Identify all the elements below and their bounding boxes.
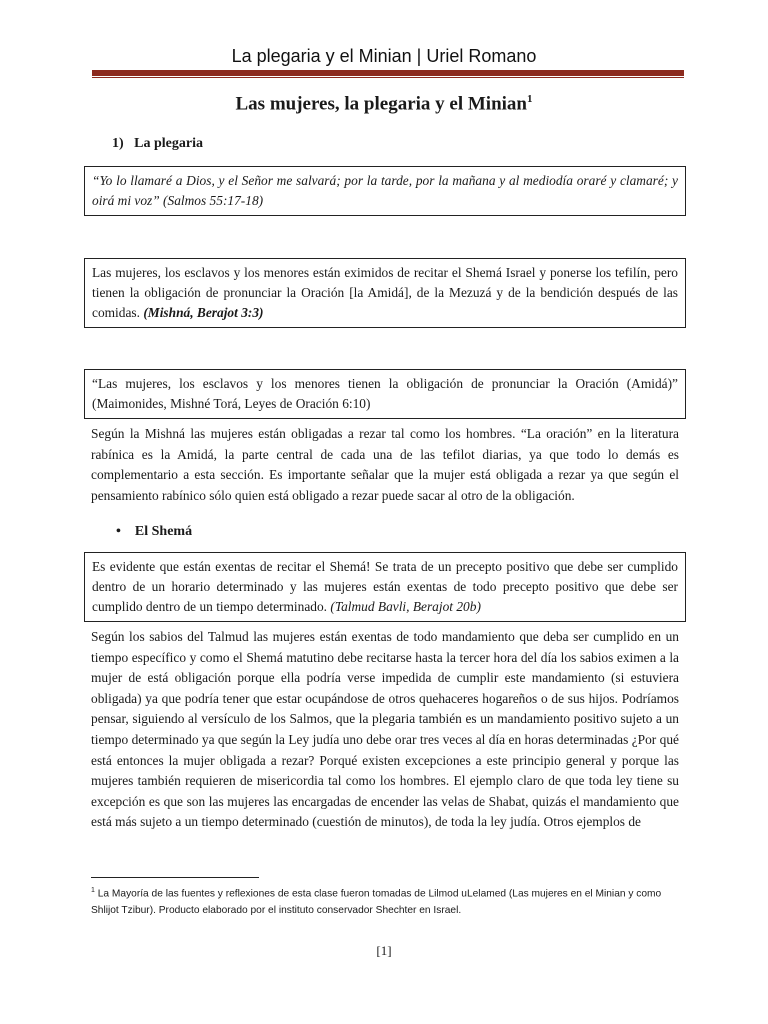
- title-text: Las mujeres, la plegaria y el Minian: [235, 93, 527, 115]
- paragraph-text: Según la Mishná las mujeres están obligadas a rezar tal como los hombres. “La oración” en la literatura rabínica es la Amidá, la parte central de cada una de las tefilot diarias, ya que todo lo demás es complementario a esta sección. Es importante señalar que la mujer está obligada a rezar ya que según el pensamiento rabínico sólo quien está obligado a rezar puede sacar al otro de la obligación.: [91, 426, 679, 503]
- section-heading-plegaria: [112, 136, 203, 152]
- quote-text: Es evidente que están exentas de recitar el Shemá! Se trata de un precepto positivo que debe ser cumplido dentro de un horario determinado y las mujeres están exentas de todo precepto positivo que debe ser cumplido dentro de un tiempo determinado.: [92, 559, 678, 614]
- header-rule: [92, 70, 684, 76]
- section-number: 1): [112, 136, 124, 151]
- footnote-text: La Mayoría de las fuentes y reflexiones de esta clase fueron tomadas de Lilmod uLelamed (Las mujeres en el Minian y como Shlijot Tzibur). Producto elaborado por el instituto conservador Shechter en Israel.: [91, 888, 662, 917]
- quote-source: (Mishná, Berajot 3:3): [143, 305, 264, 320]
- footnote-reference[interactable]: 1: [527, 93, 533, 105]
- paragraph-shema: [91, 627, 679, 833]
- quote-box-maimonides: [84, 369, 686, 419]
- page-number: [1]: [376, 943, 392, 958]
- section-label: La plegaria: [134, 136, 204, 151]
- quote-text: “Las mujeres, los esclavos y los menores tienen la obligación de pronunciar la Oración (Amidá)” (Maimonides, Mishné Torá, Leyes de Oración 6:10): [92, 376, 678, 411]
- document-title: [0, 93, 768, 115]
- section-label: El Shemá: [134, 524, 193, 539]
- quote-box-mishna: [84, 258, 686, 328]
- quote-text: Las mujeres, los esclavos y los menores están eximidos de recitar el Shemá Israel y ponerse los tefilín, pero tienen la obligación de pronunciar la Oración [la Amidá], de la Mezuzá y de la bendición después de las comidas.: [92, 265, 678, 320]
- footnote: [91, 882, 681, 919]
- quote-source: (Talmud Bavli, Berajot 20b): [330, 599, 481, 614]
- quote-box-talmud: [84, 552, 686, 622]
- quote-box-salmos: [84, 166, 686, 216]
- quote-text: “Yo lo llamaré a Dios, y el Señor me salvará; por la tarde, por la mañana y al mediodía oraré y clamaré; y oirá mi voz” (Salmos 55:17-18): [92, 173, 678, 208]
- footnote-marker: 1: [91, 887, 95, 894]
- paragraph-text: Según los sabios del Talmud las mujeres están exentas de todo mandamiento que deba ser cumplido en un tiempo específico y como el Shemá matutino debe recitarse hasta la tercer hora del día los sabios eximen a la mujer de está obligación porque ella podría verse impedida de cumplir este mandamiento (si estuviera obligada) ya que podría tener que estar ocupándose de otros quehaceres hogareños o de sus hijos. Podríamos pensar, siguiendo al versículo de los Salmos, que la plegaria también es un mandamiento positivo sujeto a un tiempo determinado ya que según la Ley judía uno debe orar tres veces al día en horas determinadas ¿Por qué está entonces la mujer obligada a rezar? Porqué existen excepciones a este principio general y porque las mujeres también requieren de misericordia tal como los hombres. El ejemplo claro de que toda ley tiene su excepción es que son las mujeres las encargadas de encender las velas de Shabat, quizás el mandamiento que está más sujeto a un tiempo determinado (cuestión de minutos), de toda la ley judía. Otros ejemplos de: [91, 629, 679, 830]
- header-rule-thin: [92, 77, 684, 78]
- running-header: La plegaria y el Minian | Uriel Romano: [231, 46, 537, 66]
- bullet-icon: •: [116, 524, 121, 539]
- footnote-separator: [91, 877, 259, 878]
- section-heading-shema: [116, 524, 192, 540]
- paragraph-amida: [91, 424, 679, 506]
